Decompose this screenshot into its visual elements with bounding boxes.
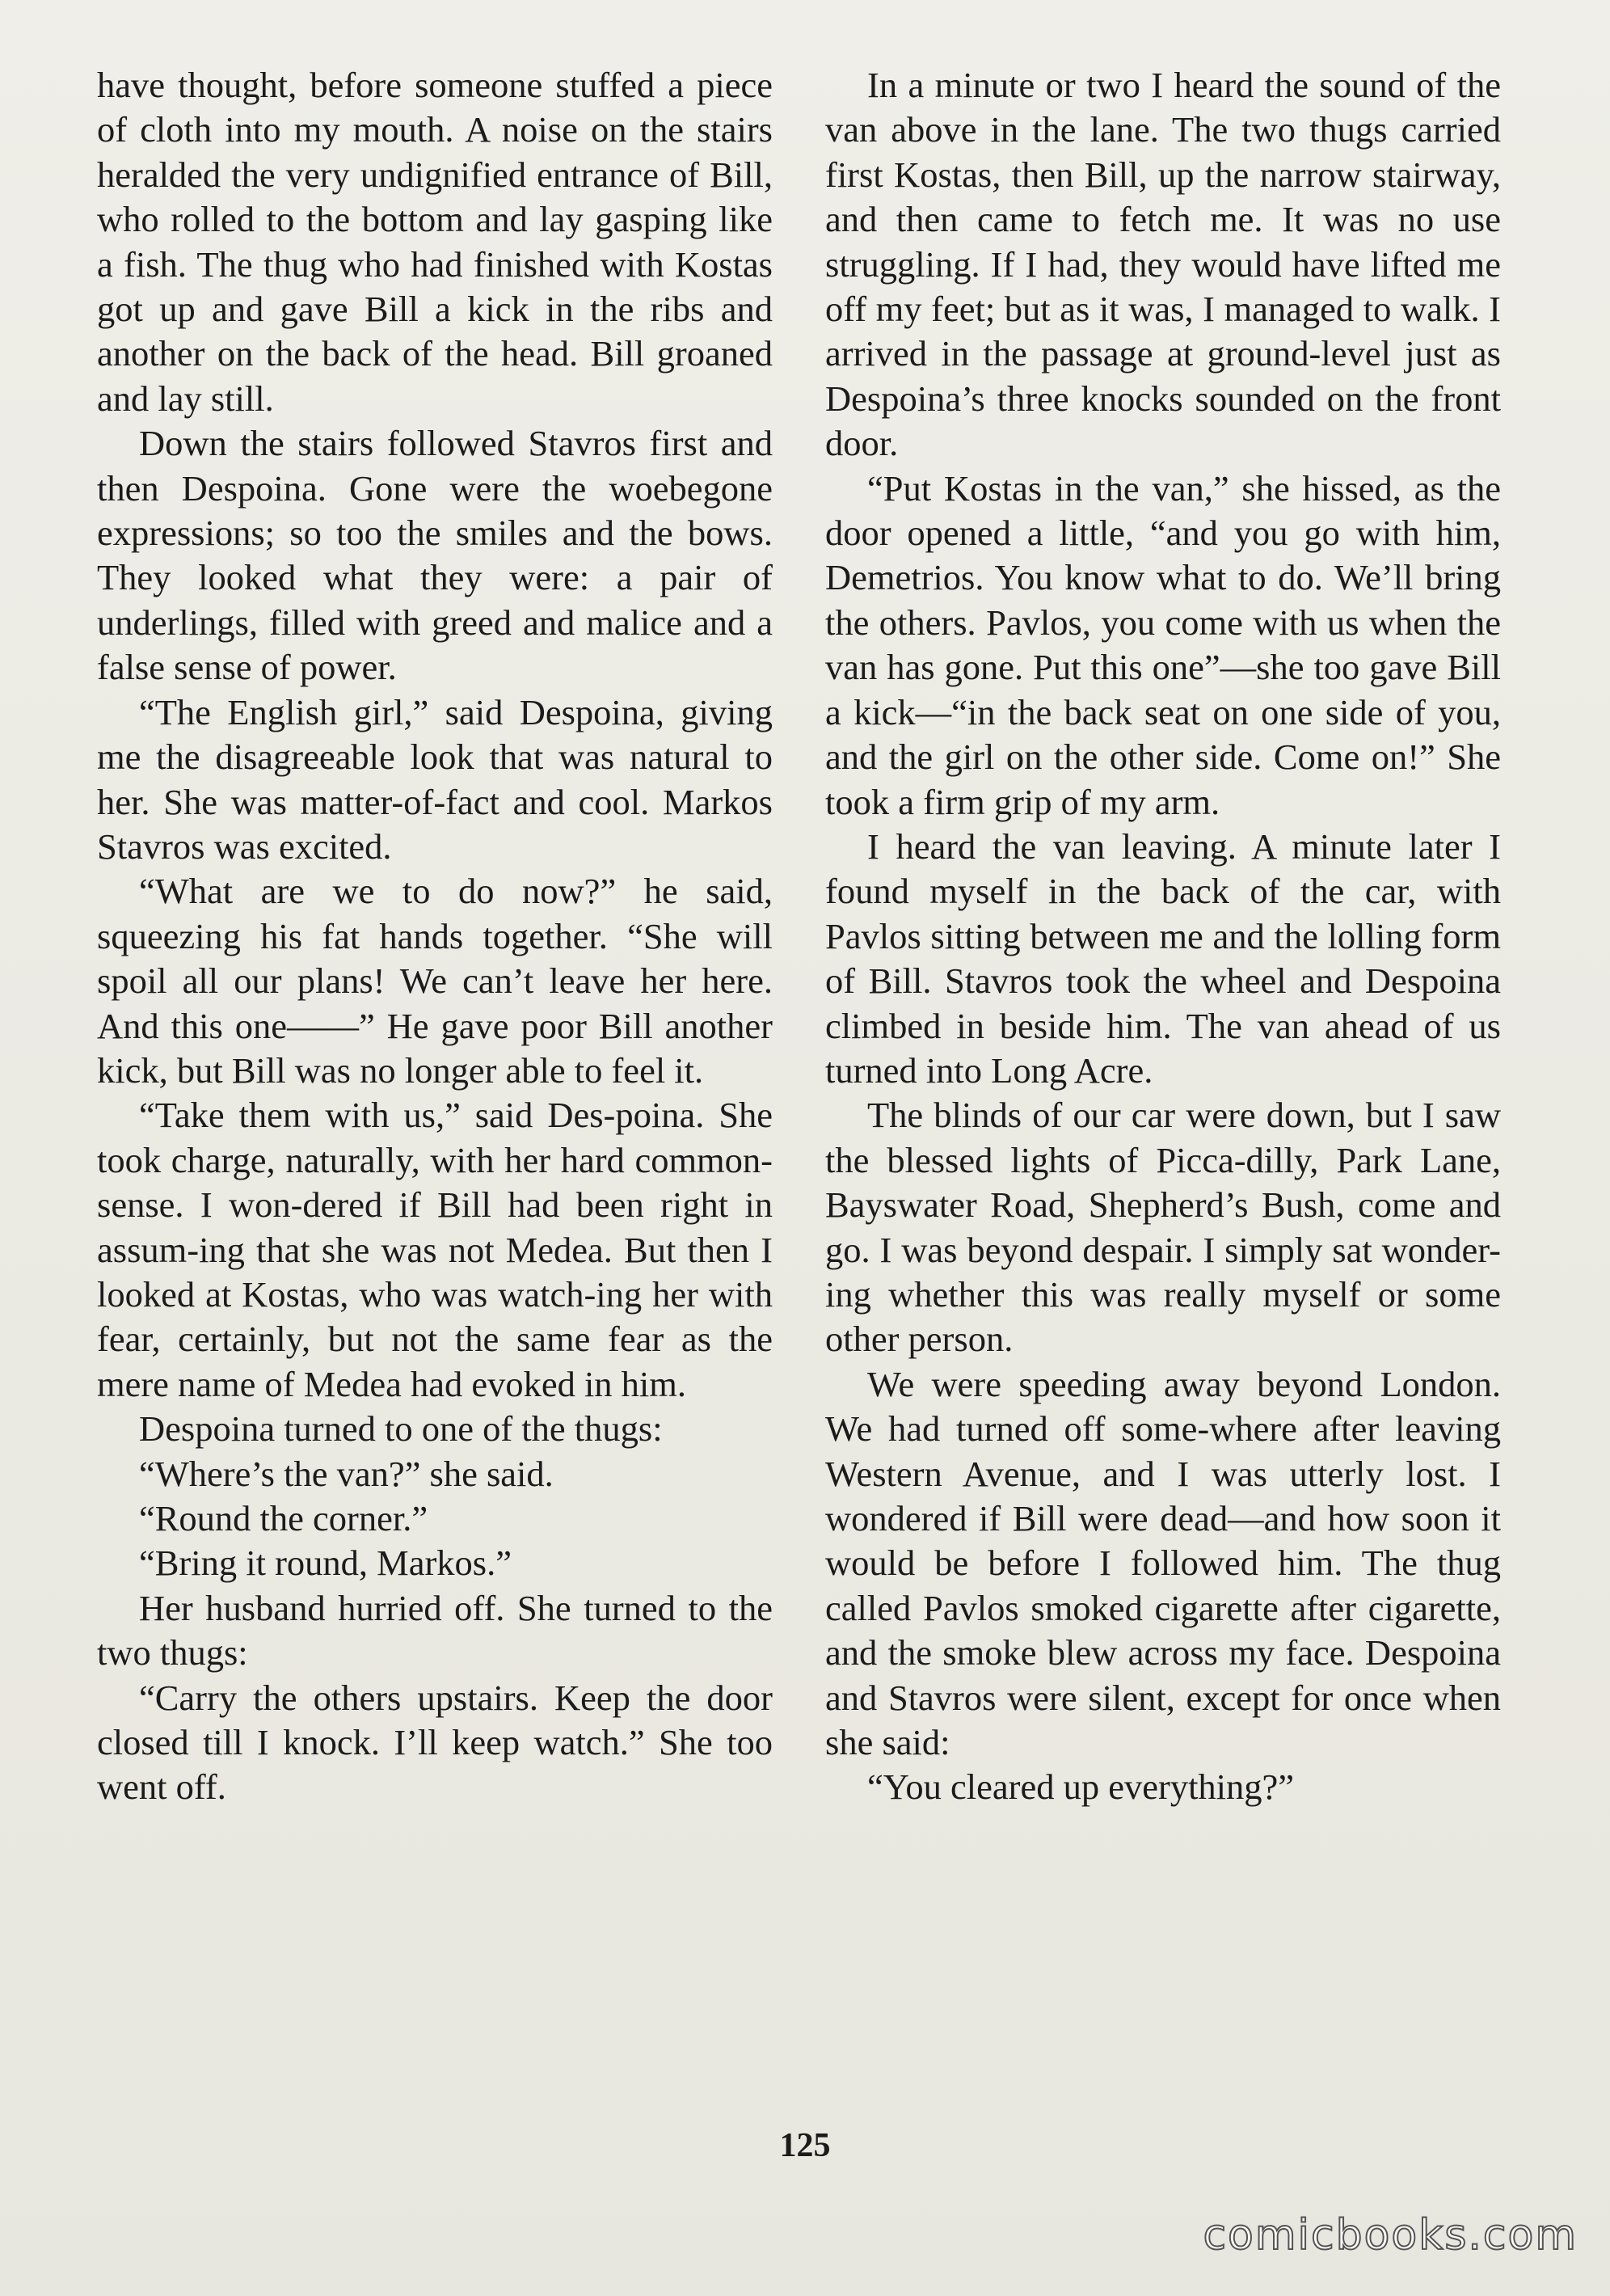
site-watermark: comicbooks.com (1203, 2211, 1578, 2260)
paragraph: We were speeding away beyond London. We had turned off some-where after leaving Western Avenue, and I was utterly lost. I wondered if Bill were dead—and how soon it would be before I followed him. The thug called Pavlos smoked cigarette after cigarette, and the smoke blew across my face. Despoina and Stavros were silent, except for once when she said: (825, 1363, 1501, 1763)
paragraph: “What are we to do now?” he said, squeezing his fat hands together. “She will spoil all our plans! We can’t leave her here. And this one——” He gave poor Bill another kick, but Bill was no longer able to feel it. (97, 871, 773, 1091)
paragraph: “Bring it round, Markos.” (139, 1543, 512, 1584)
paragraph: The blinds of our car were down, but I saw the blessed lights of Picca-dilly, Park Lane, Bayswater Road, Shepherd’s Bush, come and go. I was beyond despair. I simply sat wonder-ing whether this was really myself or some other person. (825, 1095, 1501, 1360)
paragraph: Down the stairs followed Stavros first and then Despoina. Gone were the woebegone expressions; so too the smiles and the bows. They looked what they were: a pair of underlings, filled with greed and malice and a false sense of power. (97, 423, 773, 688)
paragraph: “Carry the others upstairs. Keep the door closed till I knock. I’ll keep watch.” She too went off. (97, 1677, 773, 1808)
paragraph: Despoina turned to one of the thugs: (139, 1408, 663, 1450)
paragraph: “Take them with us,” said Des-poina. She took charge, naturally, with her hard common-sense. I won-dered if Bill had been right in assum-ing that she was not Medea. But then I looked at Kostas, who was watch-ing her with fear, certainly, but not the same fear as the mere name of Medea had evoked in him. (97, 1095, 773, 1404)
paragraph: “Where’s the van?” she said. (139, 1453, 554, 1494)
page-number: 125 (779, 2127, 831, 2164)
right-text-column (825, 63, 1501, 1810)
paragraph: “You cleared up everything?” (867, 1766, 1295, 1808)
paragraph: have thought, before someone stuffed a piece of cloth into my mouth. A noise on the stairs heralded the very undignified entrance of Bill, who rolled to the bottom and lay gasping like a fish. The thug who had finished with Kostas got up and gave Bill a kick in the ribs and another on the back of the head. Bill groaned and lay still. (97, 65, 773, 419)
paragraph: Her husband hurried off. She turned to the two thugs: (97, 1587, 773, 1673)
paragraph: “Round the corner.” (139, 1498, 428, 1538)
paragraph: “The English girl,” said Despoina, giving me the disagreeable look that was natural to her. She was matter-of-fact and cool. Markos Stavros was excited. (97, 691, 773, 867)
paragraph: In a minute or two I heard the sound of the van above in the lane. The two thugs carried first Kostas, then Bill, up the narrow stairway, and then came to fetch me. It was no use struggling. If I had, they would have lifted me off my feet; but as it was, I managed to walk. I arrived in the passage at ground-level just as Despoina’s three knocks sounded on the front door. (825, 65, 1501, 464)
paragraph: “Put Kostas in the van,” she hissed, as the door opened a little, “and you go with him, Demetrios. You know what to do. We’ll bring the others. Pavlos, you come with us when the van has gone. Put this one”—she too gave Bill a kick—“in the back seat on one side of you, and the girl on the other side. Come on!” She took a firm grip of my arm. (825, 467, 1501, 822)
paragraph: I heard the van leaving. A minute later I found myself in the back of the car, with Pavlos sitting between me and the lolling form of Bill. Stavros took the wheel and Despoina climbed in beside him. The van ahead of us turned into Long Acre. (825, 825, 1501, 1091)
left-text-column (97, 63, 773, 1810)
